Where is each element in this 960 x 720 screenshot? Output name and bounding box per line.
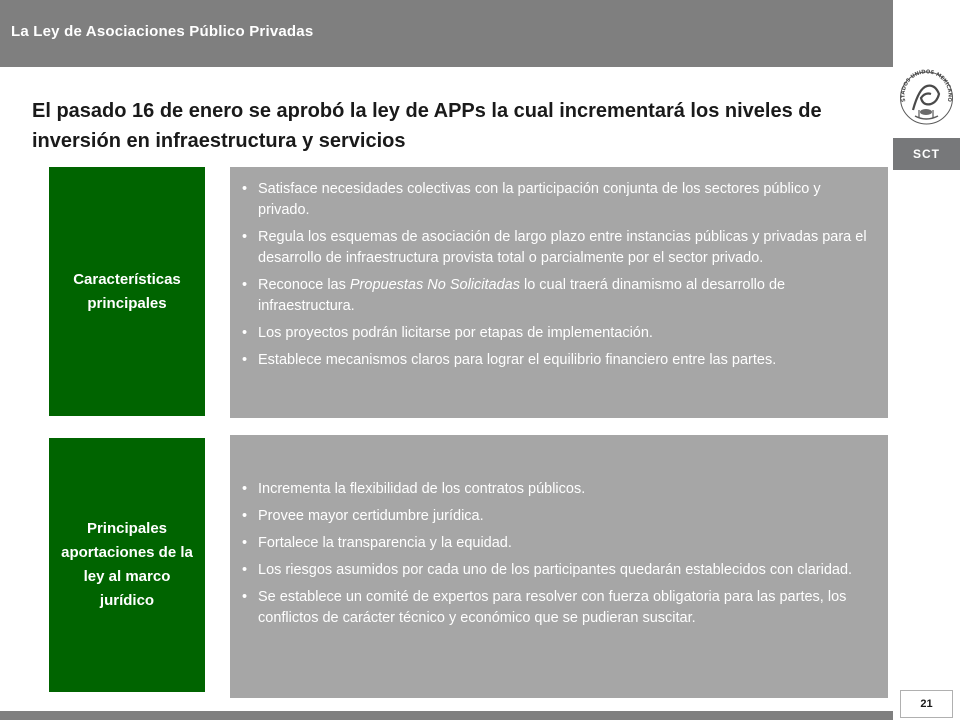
bullet-icon: • bbox=[242, 277, 248, 293]
bullet-list bbox=[242, 179, 874, 371]
list-item: • Los riesgos asumidos por cada uno de los participantes quedarán establecidos con claridad. bbox=[258, 560, 874, 581]
footer-bar bbox=[0, 711, 893, 720]
list-item: • Se establece un comité de expertos para resolver con fuerza obligatoria para las partes, los conflictos de carácter técnico y económico que se pudieran suscitar. bbox=[242, 589, 847, 626]
list-item: • Reconoce las Propuestas No Solicitadas lo cual traerá dinamismo al desarrollo de infraestructura. bbox=[242, 277, 786, 314]
list-item: • Fortalece la transparencia y la equidad. bbox=[258, 533, 874, 554]
bullet-icon: • bbox=[242, 535, 248, 551]
list-item: • Satisface necesidades colectivas con la participación conjunta de los sectores público y privado. bbox=[242, 181, 821, 218]
content-panel-caracteristicas bbox=[230, 167, 888, 418]
svg-text:ESTADOS UNIDOS MEXICANOS: STADOS UNIDOS MEXICANO bbox=[900, 69, 953, 103]
bullet-icon: • bbox=[242, 181, 248, 197]
bullet-icon: • bbox=[242, 325, 248, 341]
page-title: El pasado 16 de enero se aprobó la ley de APPs la cual incrementará los niveles de inversión en infraestructura y servicios bbox=[32, 100, 822, 152]
bullet-icon: • bbox=[242, 229, 248, 245]
bullet-icon: • bbox=[242, 589, 248, 605]
list-item: • Regula los esquemas de asociación de largo plazo entre instancias públicas y privadas para el desarrollo de infraestructura provista total o parcialmente por el sector privado. bbox=[242, 229, 867, 266]
mexican-eagle-seal-icon bbox=[893, 58, 960, 138]
page-number: 21 bbox=[900, 690, 953, 718]
header-title: La Ley de Asociaciones Público Privadas bbox=[11, 23, 314, 40]
bullet-icon: • bbox=[242, 352, 248, 368]
bullet-icon: • bbox=[242, 508, 248, 524]
emphasized-term: Propuestas No Solicitadas bbox=[349, 277, 520, 293]
bullet-list bbox=[242, 479, 874, 629]
bullet-icon: • bbox=[242, 481, 248, 497]
header-bar bbox=[0, 0, 893, 67]
content-panel-aportaciones bbox=[230, 435, 888, 698]
list-item: • Provee mayor certidumbre jurídica. bbox=[258, 506, 874, 527]
list-item: • Establece mecanismos claros para lograr el equilibrio financiero entre las partes. bbox=[258, 350, 874, 371]
list-item: • Los proyectos podrán licitarse por etapas de implementación. bbox=[258, 323, 874, 344]
section-label-caracteristicas: Características principales bbox=[49, 167, 205, 416]
list-item: • Incrementa la flexibilidad de los contratos públicos. bbox=[258, 479, 874, 500]
section-label-aportaciones: Principales aportaciones de la ley al marco jurídico bbox=[49, 438, 205, 692]
sct-logo-label: SCT bbox=[893, 138, 960, 170]
bullet-icon: • bbox=[242, 562, 248, 578]
sct-logo bbox=[893, 58, 960, 170]
